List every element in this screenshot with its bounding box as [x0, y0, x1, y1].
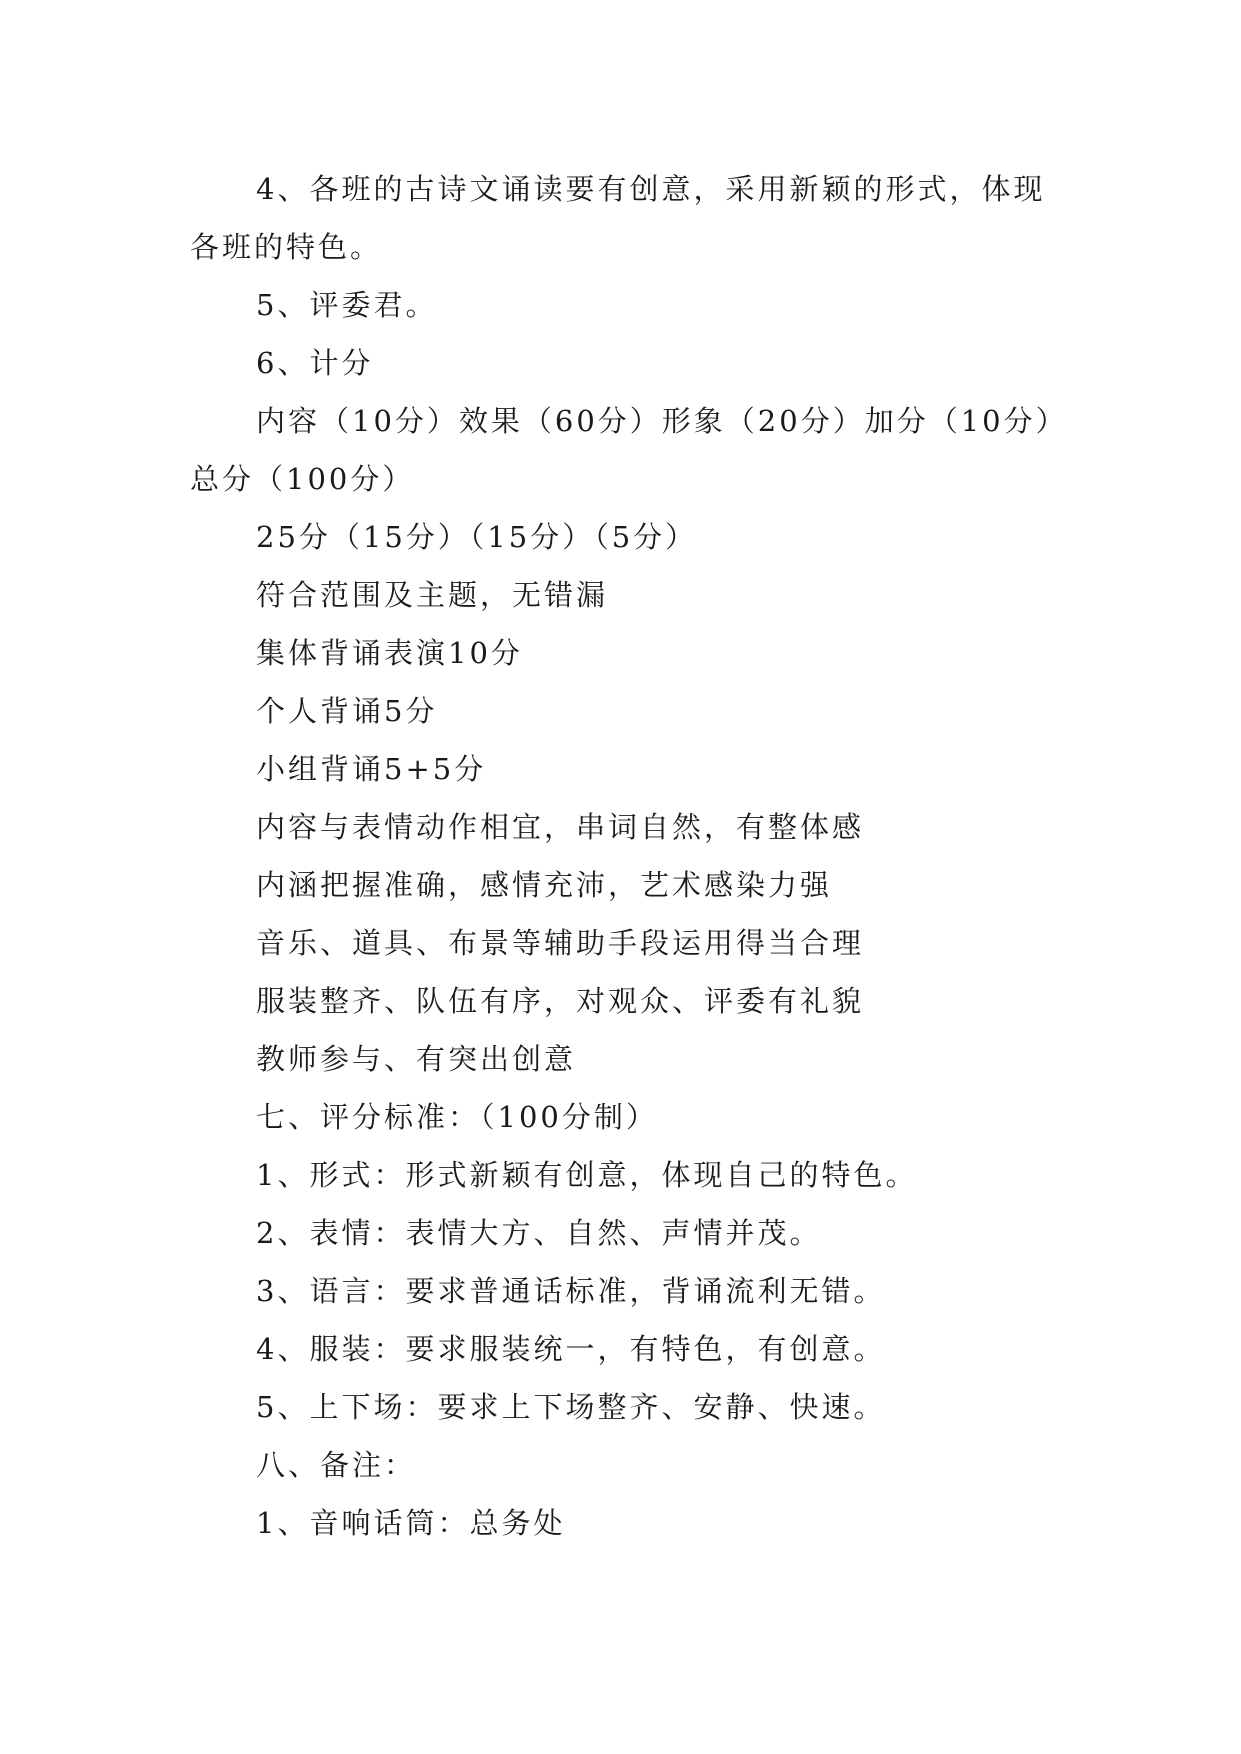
paragraph-score-categories: 内容（10分）效果（60分）形象（20分）加分（10分）总分（100分）: [190, 404, 1054, 496]
paragraph-criterion-individual: 个人背诵5分: [256, 694, 438, 728]
paragraph-judges: 5、评委君。: [256, 288, 438, 322]
document-body: [190, 160, 1060, 1552]
paragraph-score-breakdown: 25分（15分）（15分）（5分）: [256, 520, 698, 554]
paragraph-standard-stage: 5、上下场：要求上下场整齐、安静、快速。: [256, 1390, 886, 1424]
paragraph-standard-expression: 2、表情：表情大方、自然、声情并茂。: [256, 1216, 822, 1250]
paragraph-criterion-expression: 内容与表情动作相宜，串词自然，有整体感: [256, 810, 865, 844]
paragraph-criterion-group-recitation: 集体背诵表演10分: [256, 636, 523, 670]
paragraph-criterion-props: 音乐、道具、布景等辅助手段运用得当合理: [256, 926, 865, 960]
paragraph-criterion-scope: 符合范围及主题，无错漏: [256, 578, 609, 612]
paragraph-criterion-emotion: 内涵把握准确，感情充沛，艺术感染力强: [256, 868, 833, 902]
paragraph-standard-costume: 4、服装：要求服装统一，有特色，有创意。: [256, 1332, 886, 1366]
section-heading-notes: 八、备注：: [256, 1448, 417, 1482]
paragraph-standard-language: 3、语言：要求普通话标准，背诵流利无错。: [256, 1274, 886, 1308]
paragraph-class-recitation-creativity: 4、各班的古诗文诵读要有创意，采用新颖的形式，体现各班的特色。: [190, 172, 1046, 264]
paragraph-scoring-heading: 6、计分: [256, 346, 374, 380]
paragraph-standard-form: 1、形式：形式新颖有创意，体现自己的特色。: [256, 1158, 918, 1192]
paragraph-criterion-teacher: 教师参与、有突出创意: [256, 1042, 577, 1076]
section-heading-scoring-standard: 七、评分标准：（100分制）: [256, 1100, 658, 1134]
paragraph-note-audio: 1、音响话筒：总务处: [256, 1506, 566, 1540]
paragraph-criterion-costume: 服装整齐、队伍有序，对观众、评委有礼貌: [256, 984, 865, 1018]
paragraph-criterion-small-group: 小组背诵5+5分: [256, 752, 487, 786]
